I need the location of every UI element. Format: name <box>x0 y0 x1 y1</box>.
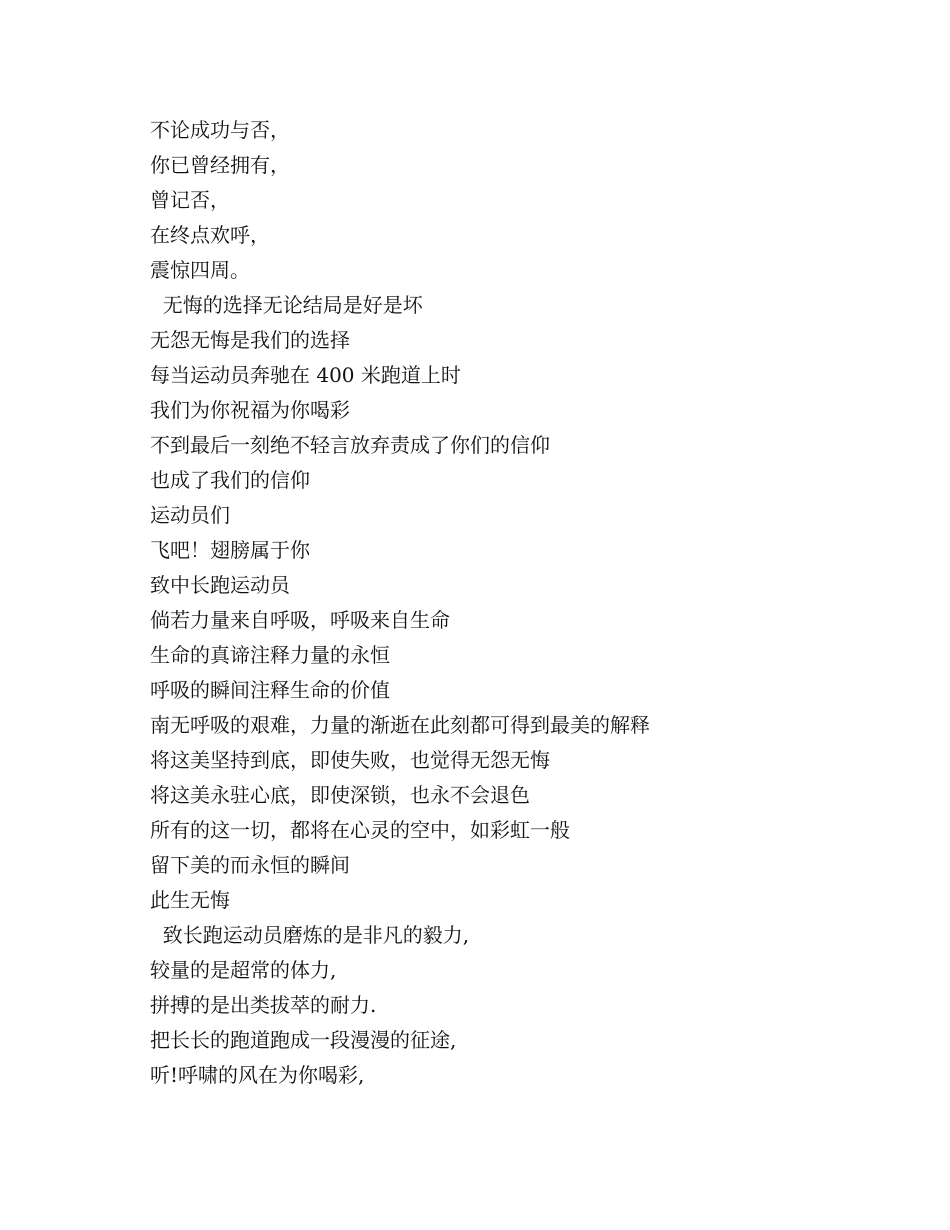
text-line: 无怨无悔是我们的选择 <box>150 328 350 352</box>
text-line: 留下美的而永恒的瞬间 <box>150 853 350 877</box>
text-line: 曾记否， <box>150 188 230 212</box>
text-line: 每当运动员奔驰在 400 米跑道上时 <box>150 363 461 387</box>
text-line: 所有的这一切，都将在心灵的空中，如彩虹一般 <box>150 818 570 842</box>
text-line: 较量的是超常的体力, <box>150 958 337 982</box>
text-line: 你已曾经拥有， <box>150 153 290 177</box>
text-line: 在终点欢呼， <box>150 223 270 247</box>
text-line: 致长跑运动员磨炼的是非凡的毅力, <box>150 923 470 947</box>
text-line: 我们为你祝福为你喝彩 <box>150 398 350 422</box>
text-line: 生命的真谛注释力量的永恒 <box>150 643 390 667</box>
text-line: 将这美永驻心底，即使深锁，也永不会退色 <box>150 783 530 807</box>
text-line: 飞吧！翅膀属于你 <box>150 538 310 562</box>
poem-text <box>150 113 910 1093</box>
text-line: 无悔的选择无论结局是好是坏 <box>150 293 423 317</box>
text-line: 将这美坚持到底，即使失败，也觉得无怨无悔 <box>150 748 550 772</box>
text-line: 不到最后一刻绝不轻言放弃责成了你们的信仰 <box>150 433 550 457</box>
text-line: 呼吸的瞬间注释生命的价值 <box>150 678 390 702</box>
text-line: 致中长跑运动员 <box>150 573 290 597</box>
text-line: 倘若力量来自呼吸，呼吸来自生命 <box>150 608 450 632</box>
text-line: 运动员们 <box>150 503 230 527</box>
text-line: 震惊四周。 <box>150 258 250 282</box>
text-line: 也成了我们的信仰 <box>150 468 310 492</box>
text-line: 把长长的跑道跑成一段漫漫的征途, <box>150 1028 457 1052</box>
text-line: 此生无悔 <box>150 888 230 912</box>
text-line: 不论成功与否， <box>150 118 290 142</box>
text-line: 听!呼啸的风在为你喝彩, <box>150 1063 365 1087</box>
text-line: 南无呼吸的艰难，力量的渐逝在此刻都可得到最美的解释 <box>150 713 650 737</box>
text-line: 拼搏的是出类拔萃的耐力. <box>150 993 377 1017</box>
